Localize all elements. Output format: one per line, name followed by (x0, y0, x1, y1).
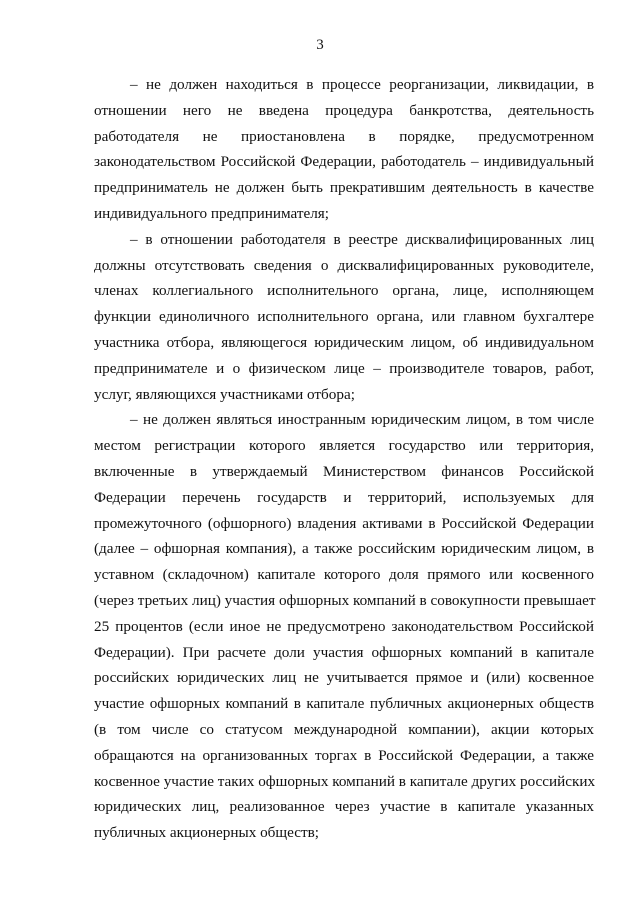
text-line: Федерации). При расчете доли участия офшорных компаний в капитале (94, 643, 594, 661)
text-line: предприниматель не должен быть прекратившим деятельность в качестве (94, 179, 594, 197)
text-line: услуг, являющихся участниками отбора; (94, 385, 355, 403)
text-line: публичных акционерных обществ; (94, 824, 319, 842)
text-line: обращаются на организованных торгах в Российской Федерации, а также (94, 746, 594, 764)
paragraph-disqualified-persons (94, 227, 594, 408)
text-line: (через третьих лиц) участия офшорных компаний в совокупности превышает (94, 591, 596, 609)
text-line: косвенное участие таких офшорных компаний в капитале других российских (94, 772, 596, 790)
text-line: индивидуального предпринимателя; (94, 204, 329, 222)
paragraph-reorganization (94, 72, 594, 227)
text-line: должны отсутствовать сведения о дисквалифицированных руководителе, (94, 256, 594, 274)
text-line: Федерации перечень государств и территорий, используемых для (94, 488, 594, 506)
text-line: (далее – офшорная компания), а также российским юридическим лицом, в (94, 540, 594, 558)
text-line: участника отбора, являющегося юридическим лицом, об индивидуальном (94, 333, 594, 351)
text-line: законодательством Российской Федерации, работодатель – индивидуальный (94, 153, 594, 171)
text-line: (в том числе со статусом международной компании), акции которых (94, 720, 594, 738)
text-line: 25 процентов (если иное не предусмотрено законодательством Российской (94, 617, 594, 635)
text-line: российских юридических лиц не учитывается прямое и (или) косвенное (94, 669, 594, 687)
text-line: функции единоличного исполнительного органа, или главном бухгалтере (94, 308, 594, 326)
document-body (94, 72, 594, 846)
text-line: участие офшорных компаний в капитале публичных акционерных обществ (94, 695, 594, 713)
text-line: предпринимателе и о физическом лице – производителе товаров, работ, (94, 359, 594, 377)
paragraph-offshore-companies (94, 407, 594, 846)
text-line: – не должен являться иностранным юридическим лицом, в том числе (130, 411, 594, 429)
text-line: включенные в утверждаемый Министерством финансов Российской (94, 462, 594, 480)
text-line: – в отношении работодателя в реестре дисквалифицированных лиц (130, 230, 594, 248)
text-line: уставном (складочном) капитале которого доля прямого или косвенного (94, 566, 594, 584)
text-line: отношении него не введена процедура банкротства, деятельность (94, 101, 594, 119)
page-number: 3 (316, 37, 324, 53)
text-line: юридических лиц, реализованное через участие в капитале указанных (94, 798, 594, 816)
text-line: промежуточного (офшорного) владения активами в Российской Федерации (94, 514, 594, 532)
text-line: – не должен находиться в процессе реорганизации, ликвидации, в (130, 76, 594, 93)
text-line: работодателя не приостановлена в порядке, предусмотренном (94, 127, 594, 145)
text-line: местом регистрации которого является государство или территория, (94, 437, 594, 455)
text-line: членах коллегиального исполнительного органа, лице, исполняющем (94, 282, 594, 300)
